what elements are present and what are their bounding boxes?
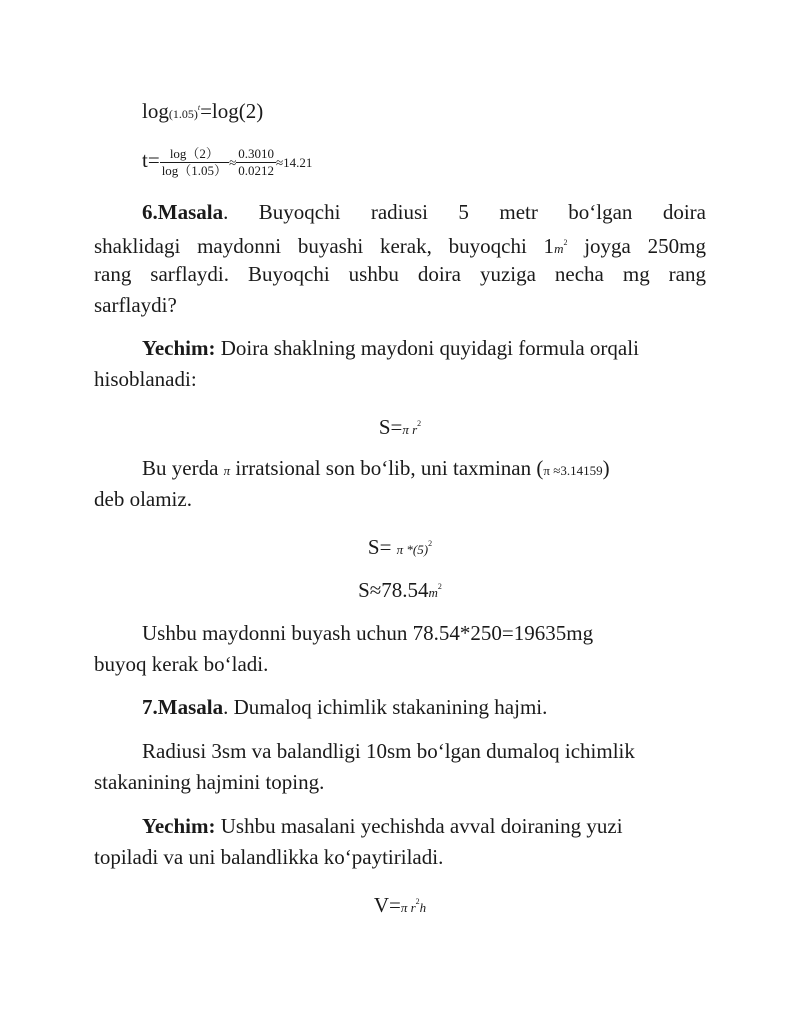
problem6-line1 [142,198,706,226]
approx-sign: ≈ [229,155,237,170]
eq-result-value: S≈78.54 [358,578,429,602]
pi-line1 [142,454,610,485]
eq-log-base: 1.05 [172,107,194,121]
equation-log: $\log(1.05)^t=\log(2)$ [142,99,264,123]
problem7-line2: stakanining hajmini toping. [94,770,325,794]
fraction-values-numerator: 0.3010 [238,145,274,161]
eq-s5-sup: 2 [428,539,433,548]
result-line2: buyoq kerak bo‘ladi. [94,652,269,676]
formula-area [0,410,800,444]
problem6-line3: rang sarflaydi. Buyoqchi ushbu doira yuziga necha mg rang [94,262,706,286]
pi-text: irratsional son bo‘lib, uni taxminan ( [230,456,544,480]
result-line1: Ushbu maydonni buyash uchun 78.54*250=19635mg [142,621,594,645]
equation-s5 [0,530,800,564]
eq-t-lhs: t= [142,148,160,172]
problem6-label: 6.Masala [142,200,224,224]
problem6-text: shaklidagi maydonni buyashi kerak, buyoqchi 1 [94,234,555,258]
unit-m: m [554,241,564,256]
solution6-line2: hisoblanadi: [94,367,197,391]
eq-result-unit: m [428,585,438,600]
fraction-log-numerator: log（2） [160,146,229,163]
eq-log-rhs: =log(2) [200,99,264,123]
problem6-text: joyga 250mg [567,234,706,258]
formula-v: V= [373,893,401,917]
solution7-label: Yechim: [142,814,216,838]
formula-pi-r: π r [402,422,418,437]
pi-symbol: π [223,463,231,478]
solution7-line2: topiladi va uni balandlikka ko‘paytiriladi. [94,845,444,869]
eq-s5-rhs: π *(5) [396,542,429,557]
equation-t [142,140,312,183]
eq-log-exp: t [197,103,201,112]
formula-pi-r: π r [400,900,416,915]
fraction-log [160,146,229,179]
fraction-values-denominator: 0.0212 [238,162,274,178]
solution6-line1 [142,334,639,362]
eq-result-sup: 2 [437,582,442,591]
problem7-label: 7.Masala [142,695,224,719]
solution7-line1 [142,812,623,840]
pi-text: ) [602,456,610,480]
formula-sup: 2 [417,419,422,428]
formula-volume [0,888,800,922]
solution6-label: Yechim: [142,336,216,360]
eq-log-word: log [142,99,169,123]
formula-s: S= [378,415,403,439]
equation-result [0,573,800,607]
problem6-line2 [94,229,706,263]
pi-text: Bu yerda [142,456,224,480]
pi-approx: π ≈3.14159 [543,463,603,478]
problem6-text: . Buyoqchi radiusi 5 metr bo‘lgan doira [223,200,706,224]
solution6-text: Doira shaklning maydoni quyidagi formula orqali [215,336,639,360]
pi-line2: deb olamiz. [94,487,192,511]
eq-t-result: ≈14.21 [275,155,313,170]
fraction-log-denominator: log（1.05） [161,162,228,178]
solution7-text: Ushbu masalani yechishda avval doiraning yuzi [215,814,623,838]
formula-sup: 2 [415,897,420,906]
fraction-values [236,146,276,179]
unit-sup: 2 [563,238,568,247]
eq-s5-lhs: S= [367,535,397,559]
problem7-line1: Radiusi 3sm va balandligi 10sm bo‘lgan dumaloq ichimlik [142,739,635,763]
problem6-line4: sarflaydi? [94,293,177,317]
problem7-title [142,693,547,721]
formula-h: h [419,900,427,915]
problem7-text: . Dumaloq ichimlik stakanining hajmi. [223,695,548,719]
